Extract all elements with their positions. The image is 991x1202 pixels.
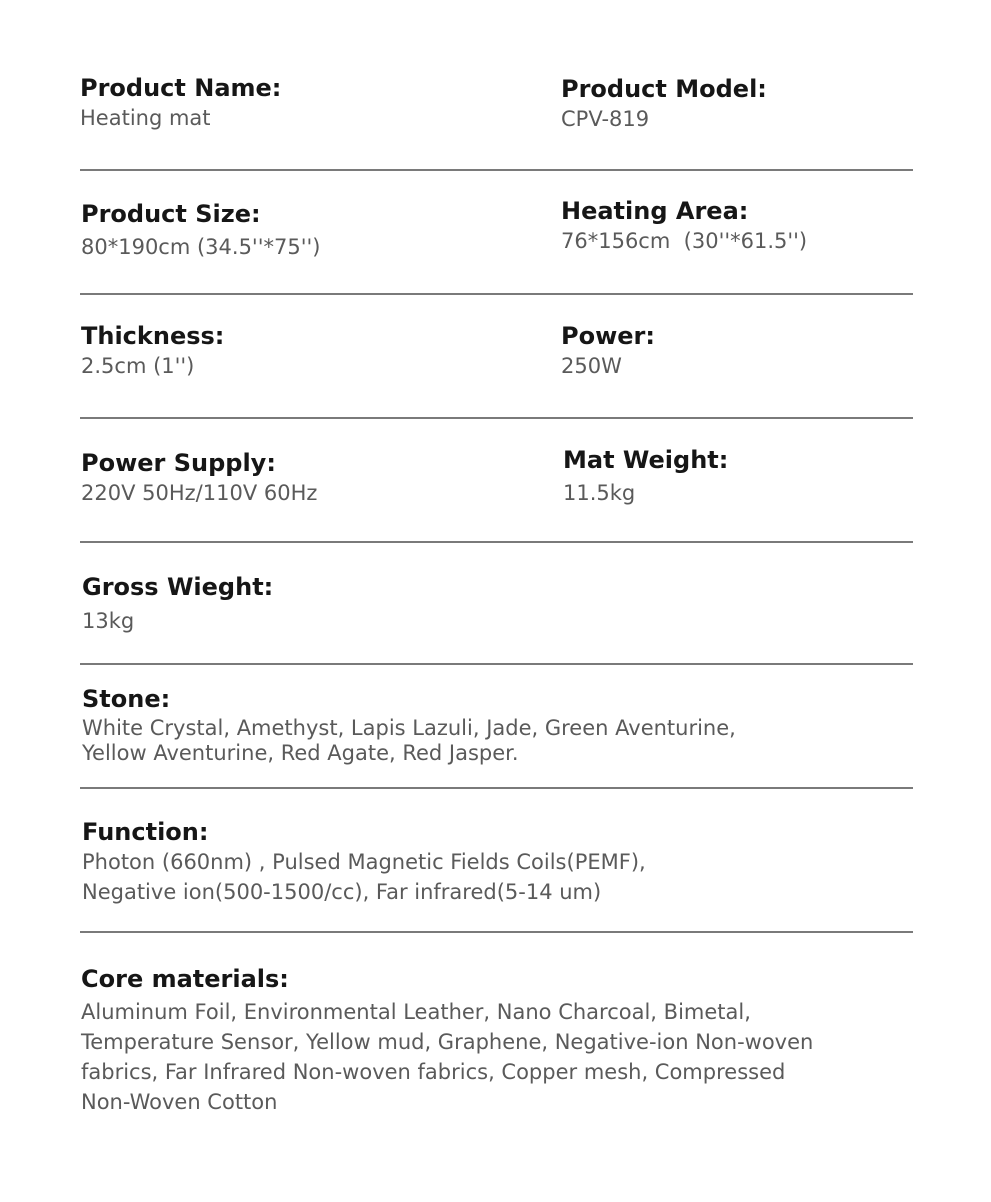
- core-materials-value-line: fabrics, Far Infrared Non-woven fabrics, Copper mesh, Compressed: [81, 1060, 786, 1084]
- divider: [80, 293, 913, 295]
- power-value: 250W: [561, 354, 622, 378]
- function-label: Function:: [82, 818, 209, 846]
- product-model-value: CPV-819: [561, 107, 650, 131]
- divider: [80, 931, 913, 933]
- mat-weight-label: Mat Weight:: [563, 446, 729, 474]
- product-size-value: 80*190cm (34.5''*75''): [81, 235, 321, 259]
- power-supply-value: 220V 50Hz/110V 60Hz: [81, 481, 318, 505]
- power-supply-field: [81, 448, 317, 508]
- divider: [80, 541, 913, 543]
- product-size-field: [81, 199, 320, 262]
- function-value-line: Negative ion(500-1500/cc), Far infrared(5-14 um): [82, 880, 602, 904]
- power-field: [561, 321, 655, 381]
- thickness-label: Thickness:: [81, 322, 225, 350]
- stone-label: Stone:: [82, 685, 171, 713]
- divider: [80, 417, 913, 419]
- stone-field: [82, 684, 736, 766]
- core-materials-value-line: Temperature Sensor, Yellow mud, Graphene, Negative-ion Non-woven: [81, 1030, 814, 1054]
- power-label: Power:: [561, 322, 655, 350]
- core-materials-value-line: Aluminum Foil, Environmental Leather, Nano Charcoal, Bimetal,: [81, 1000, 751, 1024]
- mat-weight-value: 11.5kg: [563, 481, 636, 505]
- core-materials-field: [81, 964, 813, 1117]
- core-materials-value-line: Non-Woven Cotton: [81, 1090, 278, 1114]
- mat-weight-field: [563, 445, 728, 508]
- divider: [80, 663, 913, 665]
- divider: [80, 169, 913, 171]
- function-field: [82, 817, 646, 907]
- product-name-label: Product Name:: [80, 74, 282, 102]
- product-name-value: Heating mat: [80, 106, 211, 130]
- gross-weight-label: Gross Wieght:: [82, 573, 274, 601]
- stone-value-line: White Crystal, Amethyst, Lapis Lazuli, Jade, Green Aventurine,: [82, 716, 736, 740]
- heating-area-field: [561, 196, 807, 256]
- divider: [80, 787, 913, 789]
- core-materials-label: Core materials:: [81, 965, 289, 993]
- heating-area-value: 76*156cm (30''*61.5''): [561, 229, 808, 253]
- gross-weight-value: 13kg: [82, 609, 135, 633]
- gross-weight-field: [82, 572, 273, 636]
- function-value-line: Photon (660nm) , Pulsed Magnetic Fields Coils(PEMF),: [82, 850, 646, 874]
- product-model-field: [561, 74, 767, 134]
- power-supply-label: Power Supply:: [81, 449, 276, 477]
- heating-area-label: Heating Area:: [561, 197, 749, 225]
- product-model-label: Product Model:: [561, 75, 767, 103]
- stone-value-line: Yellow Aventurine, Red Agate, Red Jasper.: [82, 741, 519, 765]
- thickness-value: 2.5cm (1''): [81, 354, 195, 378]
- thickness-field: [81, 321, 224, 381]
- product-size-label: Product Size:: [81, 200, 261, 228]
- product-name-field: [80, 73, 281, 133]
